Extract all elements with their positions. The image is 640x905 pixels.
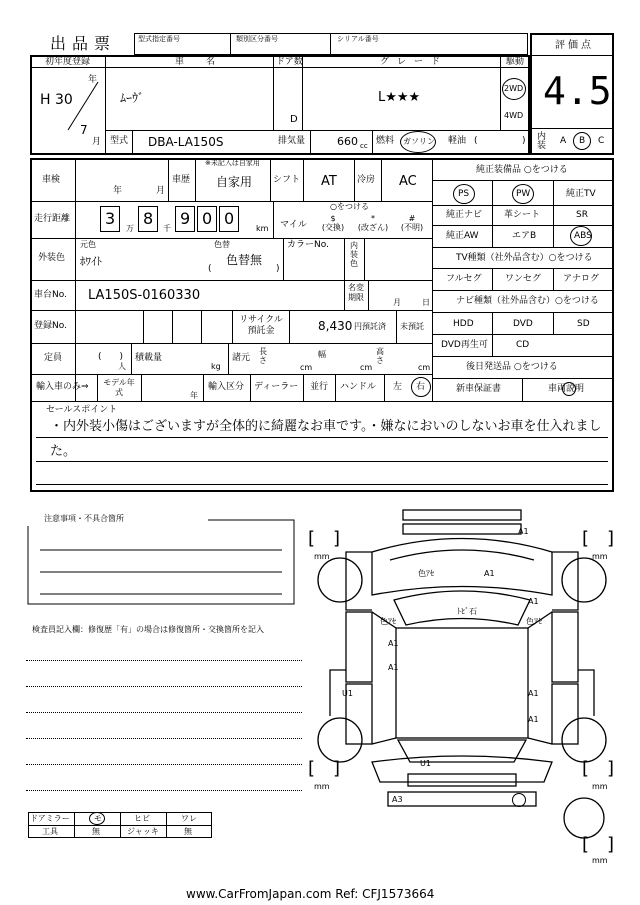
paren-close: )	[522, 136, 526, 146]
first-reg-era: H 30	[40, 92, 73, 108]
import-category-label: 輸入区分	[208, 382, 245, 392]
repaint-paren-open: (	[208, 264, 212, 274]
inspector-label: 検査員記入欄：修復歴「有」の場合は修復箇所・交換箇所を記入	[32, 625, 264, 634]
expiry-month: 月	[393, 298, 401, 307]
tire-mm-rl: mm	[314, 782, 330, 791]
load-label: 積載量	[135, 353, 163, 363]
tire-mm-fr: mm	[592, 552, 608, 561]
tire-bracket-rr: [ ]	[582, 758, 615, 779]
acc-jack-val: 無	[184, 827, 192, 836]
tv-one: ワンセグ	[505, 274, 542, 284]
damage-mark-13: U1	[420, 759, 431, 768]
mileage-digit-5: 0	[224, 209, 235, 228]
width-unit: cm	[360, 363, 373, 372]
mileage-exchange: $ (交換)	[321, 214, 345, 232]
repaint-paren-close: )	[276, 264, 280, 274]
color-label: 外装色	[38, 253, 66, 263]
tv-analog: アナログ	[563, 274, 600, 284]
year-unit: 年	[88, 75, 98, 85]
tire-mm-spare: mm	[592, 856, 608, 865]
damage-mark-4: A1	[528, 597, 539, 606]
capacity-paren: ( )	[98, 352, 124, 362]
drive-4wd: 4WD	[504, 111, 524, 120]
navi-dvd: DVD	[513, 319, 533, 329]
equipment-title: 純正装備品 ○をつける	[476, 165, 568, 175]
tire-bracket-fr: [ ]	[582, 528, 615, 549]
caution-label: 注意事項・不具合箇所	[44, 514, 124, 523]
width-label: 幅	[318, 350, 326, 359]
length-unit: cm	[300, 363, 313, 372]
handle-left: 左	[393, 382, 403, 392]
tv-title: TV種類（社外品含む）○をつける	[456, 253, 593, 263]
interior-label: 内装	[537, 132, 547, 151]
acc-mo: モ	[94, 814, 102, 823]
history-label: 車歴	[172, 175, 191, 185]
recycle-unpaid: 未預託	[400, 322, 424, 331]
registration-label: 登録No.	[34, 321, 67, 331]
door-value: D	[290, 114, 298, 125]
equip-abs-circle	[570, 226, 592, 246]
equip-pw-circle	[512, 184, 534, 204]
load-unit: kg	[211, 362, 221, 371]
handle-right: 右	[416, 382, 426, 392]
post-manual: 車両説明	[548, 384, 585, 394]
mileage-digit-1: 3	[105, 209, 116, 228]
interior-grade-b: B	[579, 136, 586, 146]
fuel-gasoline: ガソリン	[403, 137, 435, 146]
acc-crack: ヒビ	[134, 814, 150, 823]
acc-jack: ジャッキ	[127, 827, 159, 836]
car-name: ﾑｰｳﾞ	[120, 91, 145, 105]
acc-tools-val: 無	[92, 827, 100, 836]
interior-color-label: 内装色	[350, 241, 358, 268]
damage-mark-10: A1	[528, 689, 539, 698]
model-year-label: モデル年式	[103, 378, 135, 397]
model-label: 型式	[110, 136, 129, 146]
grade-value: L★★★	[378, 90, 421, 105]
tire-mm-fl: mm	[314, 552, 330, 561]
mileage-label: 走行距離	[34, 214, 71, 224]
sales-point-label: セールスポイント	[46, 405, 118, 415]
navi-hdd: HDD	[453, 319, 474, 329]
car-name-label: 車名	[175, 57, 238, 67]
model-cert-label: 型式指定番号	[138, 35, 180, 43]
equip-leather: 革シート	[504, 210, 541, 220]
repaint-label: 色替	[214, 240, 230, 249]
equip-tv: 純正TV	[566, 189, 596, 199]
import-parallel: 並行	[310, 382, 329, 392]
equip-sr: SR	[576, 210, 588, 220]
fuel-label: 燃料	[376, 136, 395, 146]
post-title: 後日発送品 ○をつける	[466, 362, 558, 372]
repaint-value: 色替無	[226, 253, 263, 267]
mileage-digit-2: 8	[143, 209, 154, 228]
mileage-digit-3: 9	[180, 209, 191, 228]
drive-2wd: 2WD	[504, 84, 524, 93]
drive-label: 駆動	[506, 57, 525, 67]
ac-label: 冷房	[357, 175, 376, 185]
chassis-label: 車台No.	[34, 290, 67, 300]
equip-pw: PW	[516, 189, 531, 199]
recycle-paid: 円預託済	[354, 322, 386, 331]
tire-bracket-rl: [ ]	[308, 758, 341, 779]
inspection-label: 車検	[42, 175, 61, 185]
page-title: 出品票	[50, 34, 117, 53]
equip-ps: PS	[458, 189, 470, 199]
car-damage-diagram	[300, 500, 620, 870]
damage-mark-6: 色ｱｾ	[380, 617, 396, 626]
damage-mark-9: A1	[388, 663, 399, 672]
import-label: 輸入車のみ⇒	[36, 382, 89, 392]
acc-break: ワレ	[181, 814, 197, 823]
mileage-digit-4: 0	[202, 209, 213, 228]
mileage-circle-note: ○をつける	[330, 202, 369, 211]
damage-mark-a3-circle	[512, 793, 526, 807]
equip-abs: ABS	[574, 231, 592, 241]
navi-title: ナビ種類（社外品含む）○をつける	[456, 296, 599, 306]
inspection-month: 月	[156, 186, 166, 196]
interior-grade-a: A	[560, 136, 567, 146]
acc-tools: 工具	[42, 827, 58, 836]
sales-point-line1: ・内外装小傷はございますが全体的に綺麗なお車です。・嫌なにおいのしないお車を仕入れまし	[50, 419, 602, 434]
caution-bracket	[26, 518, 296, 606]
first-reg-label: 初年度登録	[45, 57, 91, 67]
damage-mark-11: U1	[342, 689, 353, 698]
shift-value: AT	[321, 174, 337, 189]
mileage-km: km	[256, 224, 269, 233]
tire-bracket-spare: [ ]	[582, 834, 615, 855]
inspection-year: 年	[113, 186, 123, 196]
damage-mark-14: A3	[392, 795, 403, 804]
capacity-unit: 人	[118, 362, 126, 371]
acc-mirror: ドアミラー	[30, 814, 70, 823]
displacement-label: 排気量	[278, 136, 306, 146]
score-label: 評価点	[555, 40, 594, 51]
navi-dvd-play: DVD再生可	[441, 340, 488, 350]
category-label: 類別区分番号	[236, 35, 278, 43]
orig-color-label: 元色	[80, 240, 96, 249]
post-warranty: 新車保証書	[456, 384, 502, 394]
ac-value: AC	[399, 174, 417, 189]
dims-label: 諸元	[232, 353, 251, 363]
chassis-value: LA150S-0160330	[88, 288, 201, 303]
acc-mo-circle	[89, 812, 105, 825]
post-manual-circle	[562, 382, 576, 396]
header-box	[134, 33, 528, 55]
serial-label: シリアル番号	[337, 35, 379, 43]
tire-bracket-fl: [ ]	[308, 528, 341, 549]
expiry-day: 日	[422, 298, 430, 307]
mileage-mile: マイル	[280, 220, 307, 230]
mileage-tampered: * (改ざん)	[357, 214, 389, 232]
history-note: ※未記入は自家用	[205, 159, 260, 167]
navi-cd: CD	[516, 340, 530, 350]
tire-mm-rr: mm	[592, 782, 608, 791]
damage-mark-2: 色ｱｾ	[418, 569, 434, 578]
paren-open: (	[474, 136, 478, 146]
damage-mark-1: A1	[518, 527, 529, 536]
mileage-unknown: # (不明)	[400, 214, 424, 232]
doors-label: ドア数	[276, 57, 303, 67]
import-dealer: ディーラー	[254, 382, 299, 392]
recycle-value: 8,430	[318, 319, 353, 333]
mileage-sen: 千	[163, 224, 171, 233]
shift-label: シフト	[273, 175, 301, 185]
capacity-label: 定員	[44, 353, 63, 363]
equip-airbag: エアB	[512, 231, 537, 241]
name-change-label: 名変期限	[348, 283, 364, 302]
recycle-label: リサイクル預託金	[239, 315, 283, 336]
score-value: 4.5	[543, 69, 612, 113]
height-unit: cm	[418, 363, 431, 372]
first-reg-month: 7	[80, 123, 88, 137]
length-label: 長さ	[259, 347, 267, 365]
mileage-man: 万	[126, 224, 134, 233]
damage-mark-7: A1	[388, 639, 399, 648]
handle-label: ハンドル	[340, 382, 377, 392]
damage-mark-3: A1	[484, 569, 495, 578]
equip-aw: 純正AW	[446, 231, 479, 241]
interior-grade-c: C	[598, 136, 605, 146]
model-year-unit: 年	[190, 391, 198, 400]
fuel-diesel: 軽油	[448, 136, 467, 146]
footer-ref: www.CarFromJapan.com Ref: CFJ1573664	[186, 887, 435, 901]
equip-navi: 純正ナビ	[446, 210, 483, 220]
cc-unit: cc	[360, 142, 368, 150]
history-value: 自家用	[216, 175, 253, 189]
height-label: 高さ	[376, 347, 384, 365]
displacement-value: 660	[337, 135, 358, 148]
damage-mark-5: ﾄﾋﾞ石	[457, 607, 477, 616]
damage-mark-12: A1	[528, 715, 539, 724]
month-unit: 月	[92, 137, 102, 147]
damage-mark-8: 色ｱｾ	[526, 617, 542, 626]
model-value: DBA-LA150S	[148, 135, 224, 149]
color-no-label: カラーNo.	[287, 240, 329, 250]
navi-sd: SD	[577, 319, 590, 329]
sales-point-line2: た。	[50, 444, 77, 459]
tv-full: フルセグ	[446, 274, 482, 284]
equip-ps-circle	[453, 184, 475, 204]
grade-label: グレード	[380, 57, 449, 67]
orig-color: ﾎﾜｲﾄ	[80, 255, 102, 268]
